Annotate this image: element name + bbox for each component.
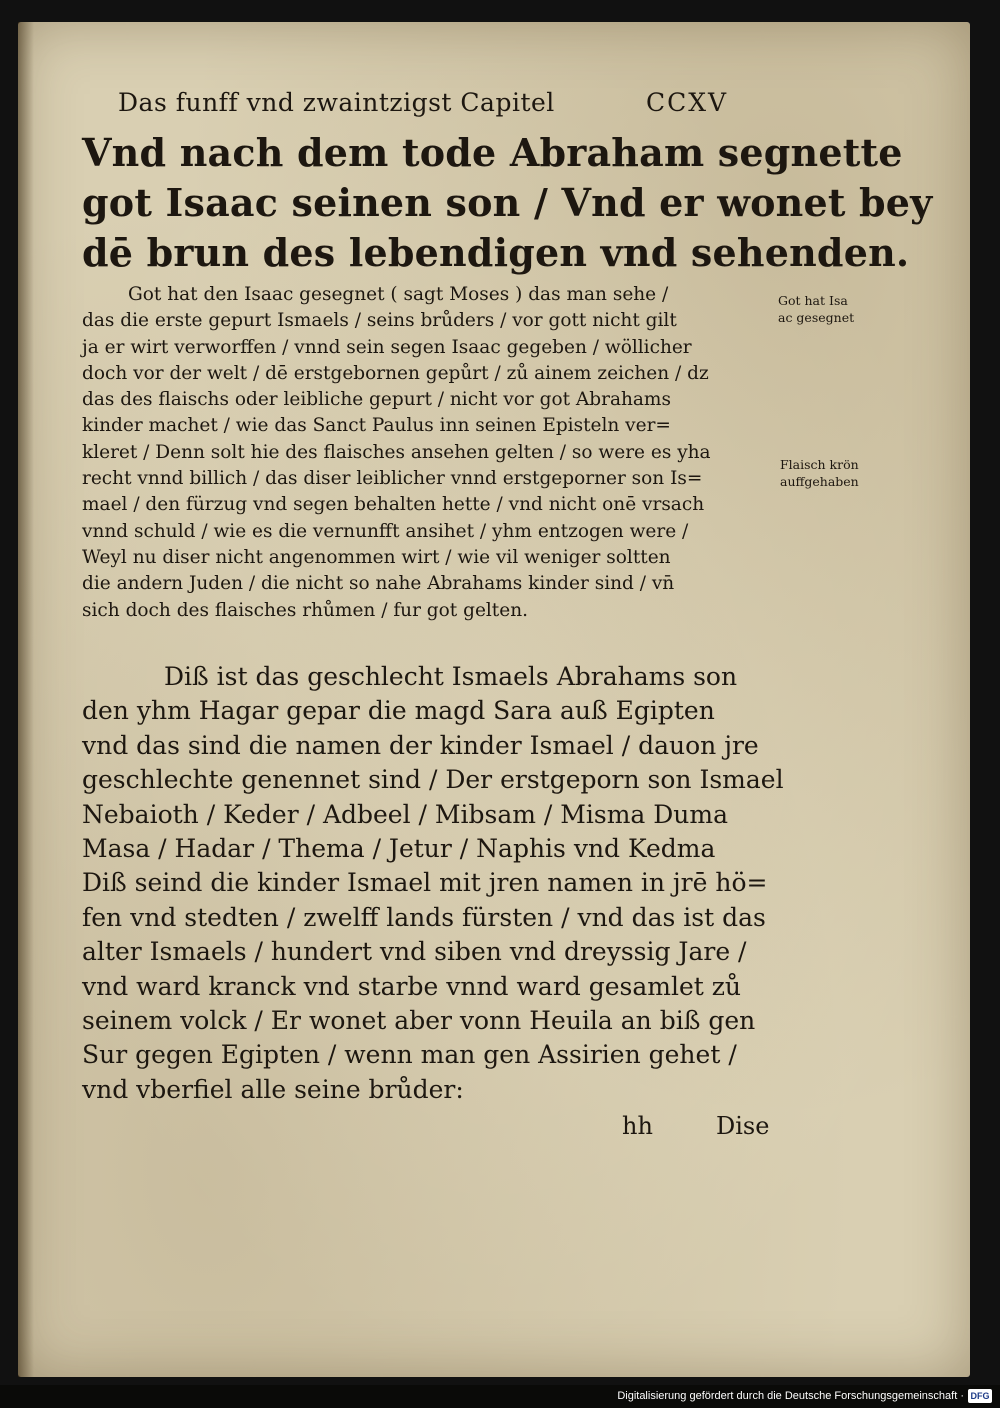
commentary-line: sich doch des flaisches rhůmen / fur got gelten. <box>82 599 528 621</box>
scripture-line: den yhm Hagar gepar die magd Sara auß Egipten <box>82 696 715 726</box>
scripture-line: Sur gegen Egipten / wenn man gen Assirien gehet / <box>82 1040 737 1070</box>
commentary-line: Weyl nu diser nicht angenommen wirt / wie vil weniger soltten <box>82 546 671 568</box>
heading-line: Vnd nach dem tode Abraham segnette <box>82 130 903 175</box>
heading-line: dē brun des lebendigen vnd sehenden. <box>82 230 910 275</box>
commentary-line: recht vnnd billich / das diser leiblicher vnnd erstgeporner son Is= <box>82 468 703 490</box>
margin-note-line: ac gesegnet <box>778 310 855 325</box>
commentary-line: kleret / Denn solt hie des flaisches ansehen gelten / so were es yha <box>82 441 711 463</box>
funding-credit: Digitalisierung gefördert durch die Deutsche Forschungsgemeinschaft · <box>617 1390 964 1402</box>
scripture-line: vnd ward kranck vnd starbe vnnd ward gesamlet zů <box>82 971 742 1001</box>
commentary-line: mael / den fürzug vnd segen behalten hette / vnd nicht onē vrsach <box>82 494 705 516</box>
catchword: Dise <box>716 1112 770 1140</box>
commentary-line: doch vor der welt / dē erstgebornen gepůrt / zů ainem zeichen / dz <box>82 362 709 384</box>
margin-note <box>778 292 854 326</box>
scripture-line: alter Ismaels / hundert vnd siben vnd dreyssig Jare / <box>82 937 747 967</box>
scripture-line: Diß ist das geschlecht Ismaels Abrahams son <box>164 662 738 691</box>
commentary-line: Got hat den Isaac gesegnet ( sagt Moses ) das man sehe / <box>128 284 669 305</box>
commentary-line: ja er wirt verworffen / vnnd sein segen Isaac gegeben / wöllicher <box>82 336 692 358</box>
margin-note-line: auffgehaben <box>780 474 859 489</box>
scripture-line: Masa / Hadar / Thema / Jetur / Naphis vnd Kedma <box>82 834 716 864</box>
scripture-line: seinem volck / Er wonet aber vonn Heuila an biß gen <box>82 1006 756 1036</box>
chapter-heading <box>82 128 933 278</box>
commentary-line: das die erste gepurt Ismaels / seins brůders / vor gott nicht gilt <box>82 310 677 332</box>
page-gutter-shadow <box>18 22 34 1377</box>
commentary-line: die andern Juden / die nicht so nahe Abrahams kinder sind / vn̄ <box>82 573 675 595</box>
scripture-line: vnd vberfiel alle seine brůder: <box>82 1074 464 1104</box>
commentary-block <box>82 282 782 624</box>
margin-note <box>780 456 859 490</box>
scripture-line: geschlechte genennet sind / Der erstgeporn son Ismael <box>82 765 784 795</box>
chapter-title: Das funff vnd zwaintzigst Capitel <box>118 88 555 117</box>
dfg-logo-icon: DFG <box>968 1389 992 1403</box>
commentary-line: das des flaischs oder leibliche gepurt / nicht vor got Abrahams <box>82 389 671 411</box>
scripture-block <box>82 660 782 1107</box>
scripture-line: Diß seind die kinder Ismael mit jren namen in jrē hö= <box>82 868 768 898</box>
margin-note-line: Got hat Isa <box>778 293 848 308</box>
heading-line: got Isaac seinen son / Vnd er wonet bey <box>82 180 933 225</box>
commentary-line: vnnd schuld / wie es die vernunfft ansihet / yhm entzogen were / <box>82 520 689 542</box>
scripture-line: Nebaioth / Keder / Adbeel / Mibsam / Misma Duma <box>82 799 729 829</box>
folio-number: CCXV <box>646 88 729 117</box>
scripture-line: fen vnd stedten / zwelff lands fürsten / vnd das ist das <box>82 902 766 932</box>
signature-mark: hh <box>622 1112 653 1140</box>
margin-note-line: Flaisch krön <box>780 457 859 472</box>
commentary-line: kinder machet / wie das Sanct Paulus inn seinen Episteln ver= <box>82 415 671 437</box>
scripture-line: vnd das sind die namen der kinder Ismael / dauon jre <box>82 730 759 760</box>
